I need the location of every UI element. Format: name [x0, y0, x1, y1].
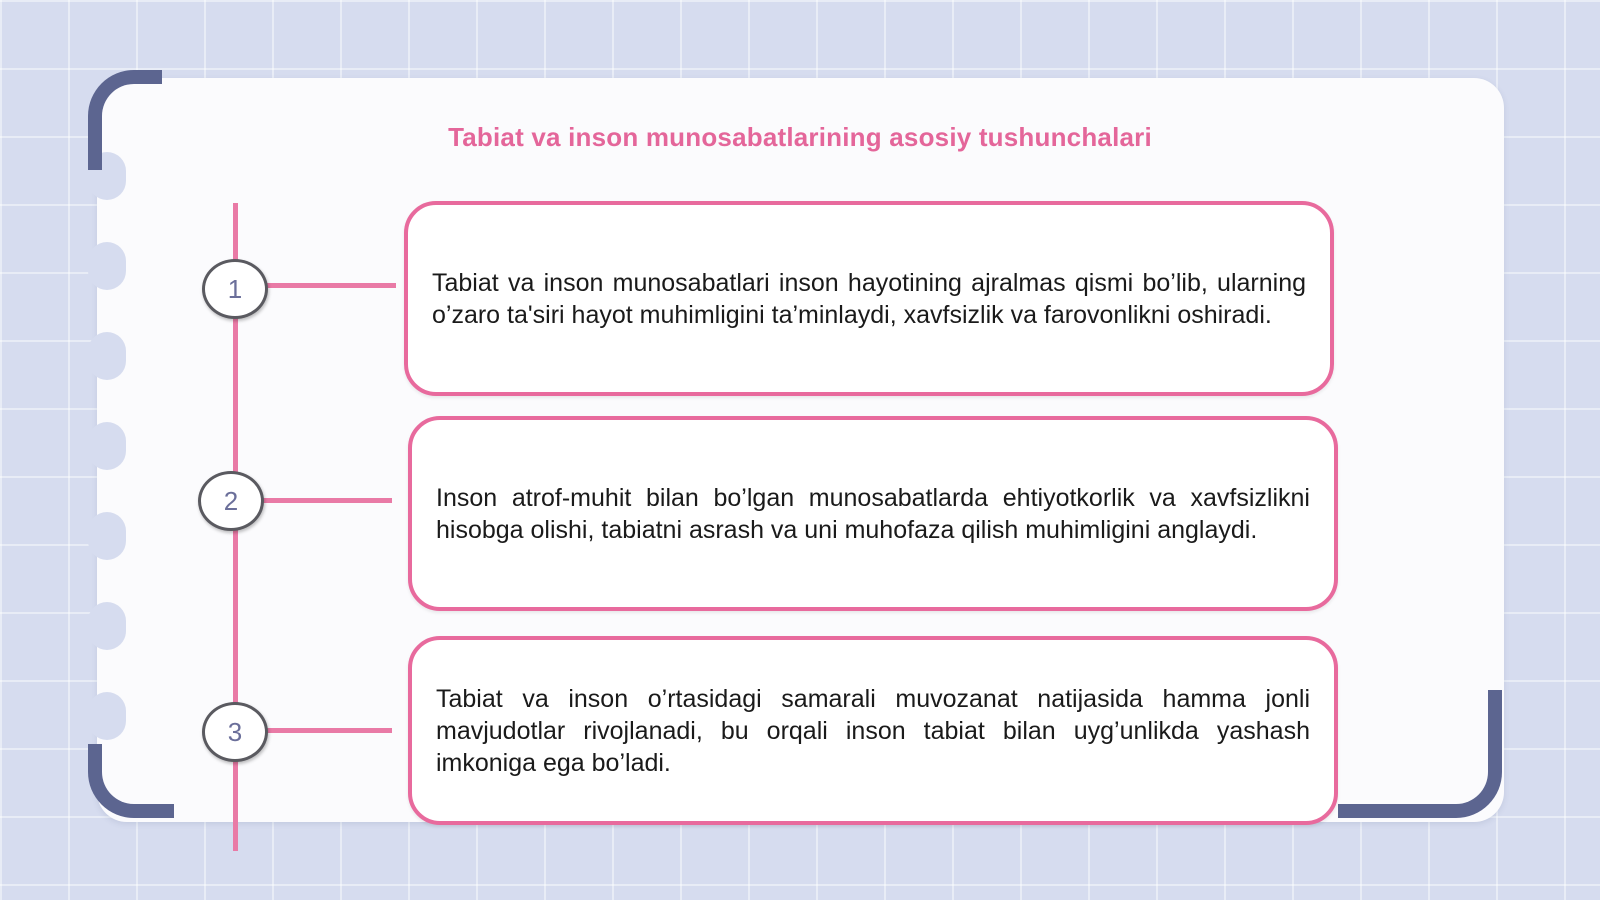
timeline-connector — [262, 283, 396, 288]
step-text-1: Tabiat va inson munosabatlari inson hayotining ajralmas qismi bo’lib, ularning o’zaro ta'siri hayot muhimligini ta’minlaydi, xavfsizlik va farovonlikni oshiradi. — [432, 268, 1306, 329]
slide-title: Tabiat va inson munosabatlarining asosiy tushunchalari — [448, 122, 1152, 152]
step-number-2: 2 — [198, 471, 264, 531]
step-card-1 — [404, 201, 1334, 396]
paper-notch — [88, 242, 126, 290]
step-text-2: Inson atrof-muhit bilan bo’lgan munosabatlarda ehtiyotkorlik va xavfsizlikni hisobga olishi, tabiatni asrash va uni muhofaza qilish muhimligini anglaydi. — [436, 483, 1310, 544]
paper-notch — [88, 692, 126, 740]
step-card-2 — [408, 416, 1338, 611]
timeline-connector — [262, 728, 392, 733]
step-number-1: 1 — [202, 259, 268, 319]
paper-notch — [88, 332, 126, 380]
paper-notch — [88, 422, 126, 470]
frame-corner-top-left — [88, 70, 162, 170]
timeline-connector — [258, 498, 392, 503]
step-card-3 — [408, 636, 1338, 825]
step-text-3: Tabiat va inson o’rtasidagi samarali muvozanat natijasida hamma jonli mavjudotlar rivojlanadi, bu orqali inson tabiat bilan uyg’unlikda yashash imkoniga ega bo’ladi. — [436, 684, 1310, 777]
step-number-3: 3 — [202, 702, 268, 762]
frame-corner-bottom-right — [1338, 690, 1502, 818]
paper-notch — [88, 512, 126, 560]
paper-notch — [88, 602, 126, 650]
